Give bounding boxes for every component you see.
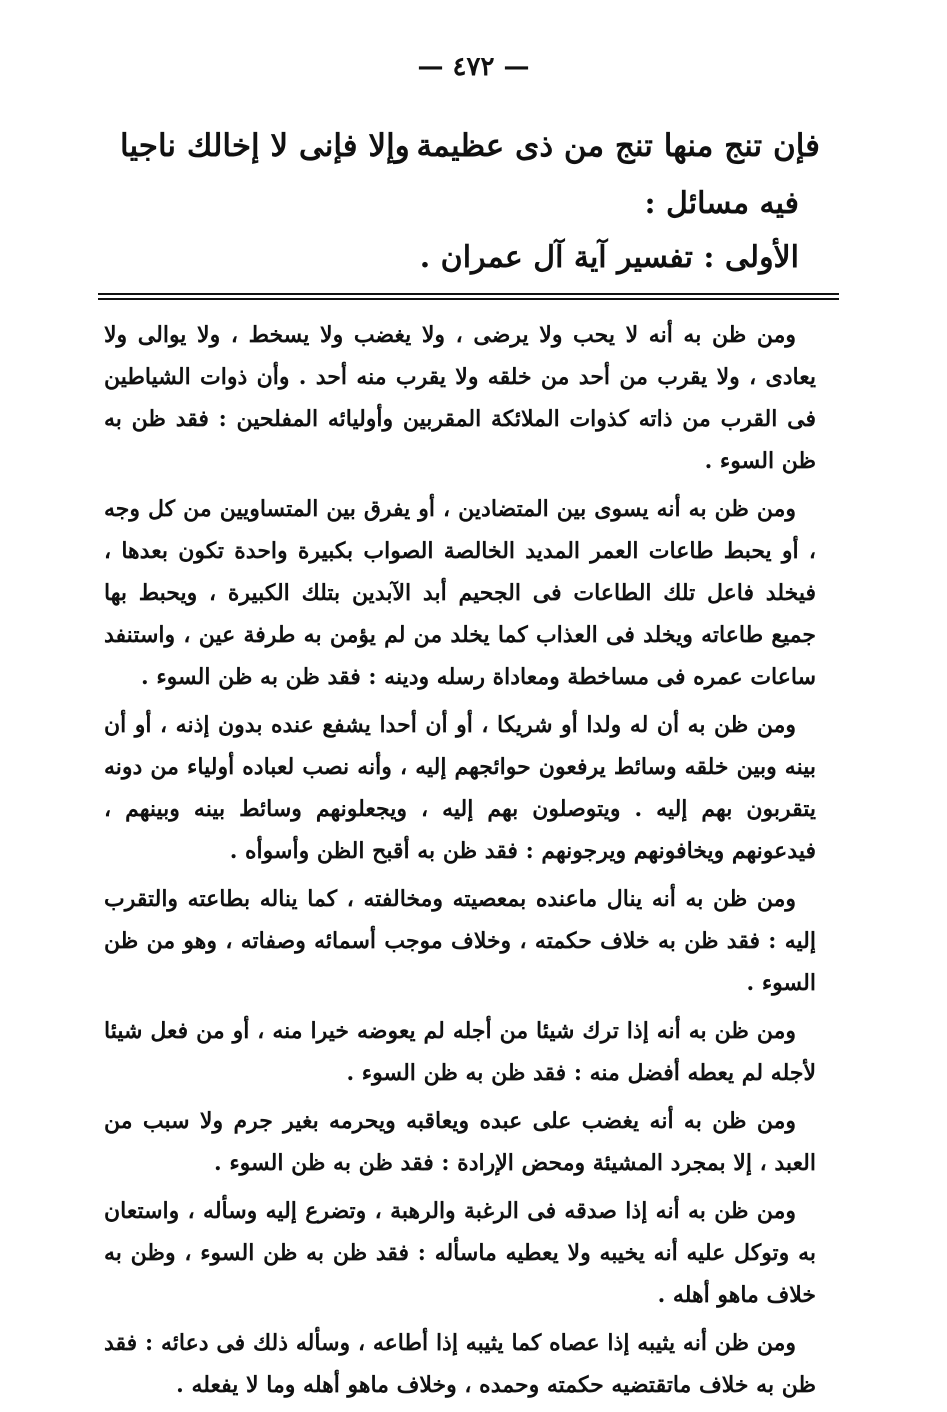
first-issue: الأولى : تفسير آية آل عمران . [419, 240, 799, 275]
verse-second-hemistich: وإلا فإنى لا إخالك ناجيا [120, 128, 410, 164]
commentary-paragraph: ومن ظن به أن له ولدا أو شريكا ، أو أن أحدا يشفع عنده بدون إذنه ، أو أن بينه وبين خلقه وسائط يرفعون حوائجهم إليه ، وأنه نصب لعباده أولياء من دونه يتقربون بهم إليه . ويتوصلون بهم إليه ، ويجعلونهم وسائط بينه وبينهم ، فيدعونهم ويخافونهم ويرجونهم : فقد ظن به أقبح الظن وأسوأه . [104, 712, 816, 864]
commentary-paragraph: ومن ظن به أنه يسوى بين المتضادين ، أو يفرق بين المتساويين من كل وجه ، أو يحبط طاعات العمر المديد الخالصة الصواب بكبيرة واحدة تكون بعدها ، فيخلد فاعل تلك الطاعات فى الجحيم أبد الآبدين بتلك الكبيرة ، ويحبط بها جميع طاعاته ويخلد فى العذاب كما يخلد من لم يؤمن به طرفة عين ، واستنفد ساعات عمره فى مساخطة ومعاداة رسله ودينه : فقد ظن به ظن السوء . [104, 496, 816, 690]
commentary-paragraph: ومن ظن به أنه إذا صدقه فى الرغبة والرهبة ، وتضرع إليه وسأله ، واستعان به وتوكل عليه أنه يخيبه ولا يعطيه ماسأله : فقد ظن به ظن السوء ، وظن به خلاف ماهو أهله . [104, 1198, 816, 1308]
commentary-paragraph: ومن ظن به أنه يغضب على عبده ويعاقبه ويحرمه بغير جرم ولا سبب من العبد ، إلا بمجرد المشيئة ومحض الإرادة : فقد ظن به ظن السوء . [104, 1108, 816, 1176]
double-rule-divider [98, 293, 839, 300]
commentary-paragraph: ومن ظن أنه يثيبه إذا عصاه كما يثيبه إذا أطاعه ، وسأله ذلك فى دعائه : فقد ظن به خلاف ماتقتضيه حكمته وحمده ، وخلاف ماهو أهله وما لا يفعله . [104, 1330, 816, 1398]
commentary-paragraph: ومن ظن به أنه إذا ترك شيئا من أجله لم يعوضه خيرا منه ، أو من فعل شيئا لأجله لم يعطه أفضل منه : فقد ظن به ظن السوء . [104, 1018, 816, 1086]
poetry-verse [120, 128, 820, 178]
commentary-paragraph: ومن ظن به أنه ينال ماعنده بمعصيته ومخالفته ، كما يناله بطاعته والتقرب إليه : فقد ظن به خلاف حكمته ، وخلاف موجب أسمائه وصفاته ، وهو من ظن السوء . [104, 886, 816, 996]
page-number: — ٤٧٢ — [417, 52, 530, 82]
footnote-commentary [104, 314, 816, 1412]
commentary-paragraph: ومن ظن به أنه لا يحب ولا يرضى ، ولا يغضب ولا يسخط ، ولا يوالى ولا يعادى ، ولا يقرب من أحد من خلقه ولا يقرب منه أحد . وأن ذوات الشياطين فى القرب من ذاته كذوات الملائكة المقربين وأوليائه المفلحين : فقد ظن به ظن السوء . [104, 322, 816, 474]
issues-heading: فيه مسائل : [644, 186, 799, 221]
verse-first-hemistich: فإن تنج منها تنج من ذى عظيمة [416, 128, 820, 164]
